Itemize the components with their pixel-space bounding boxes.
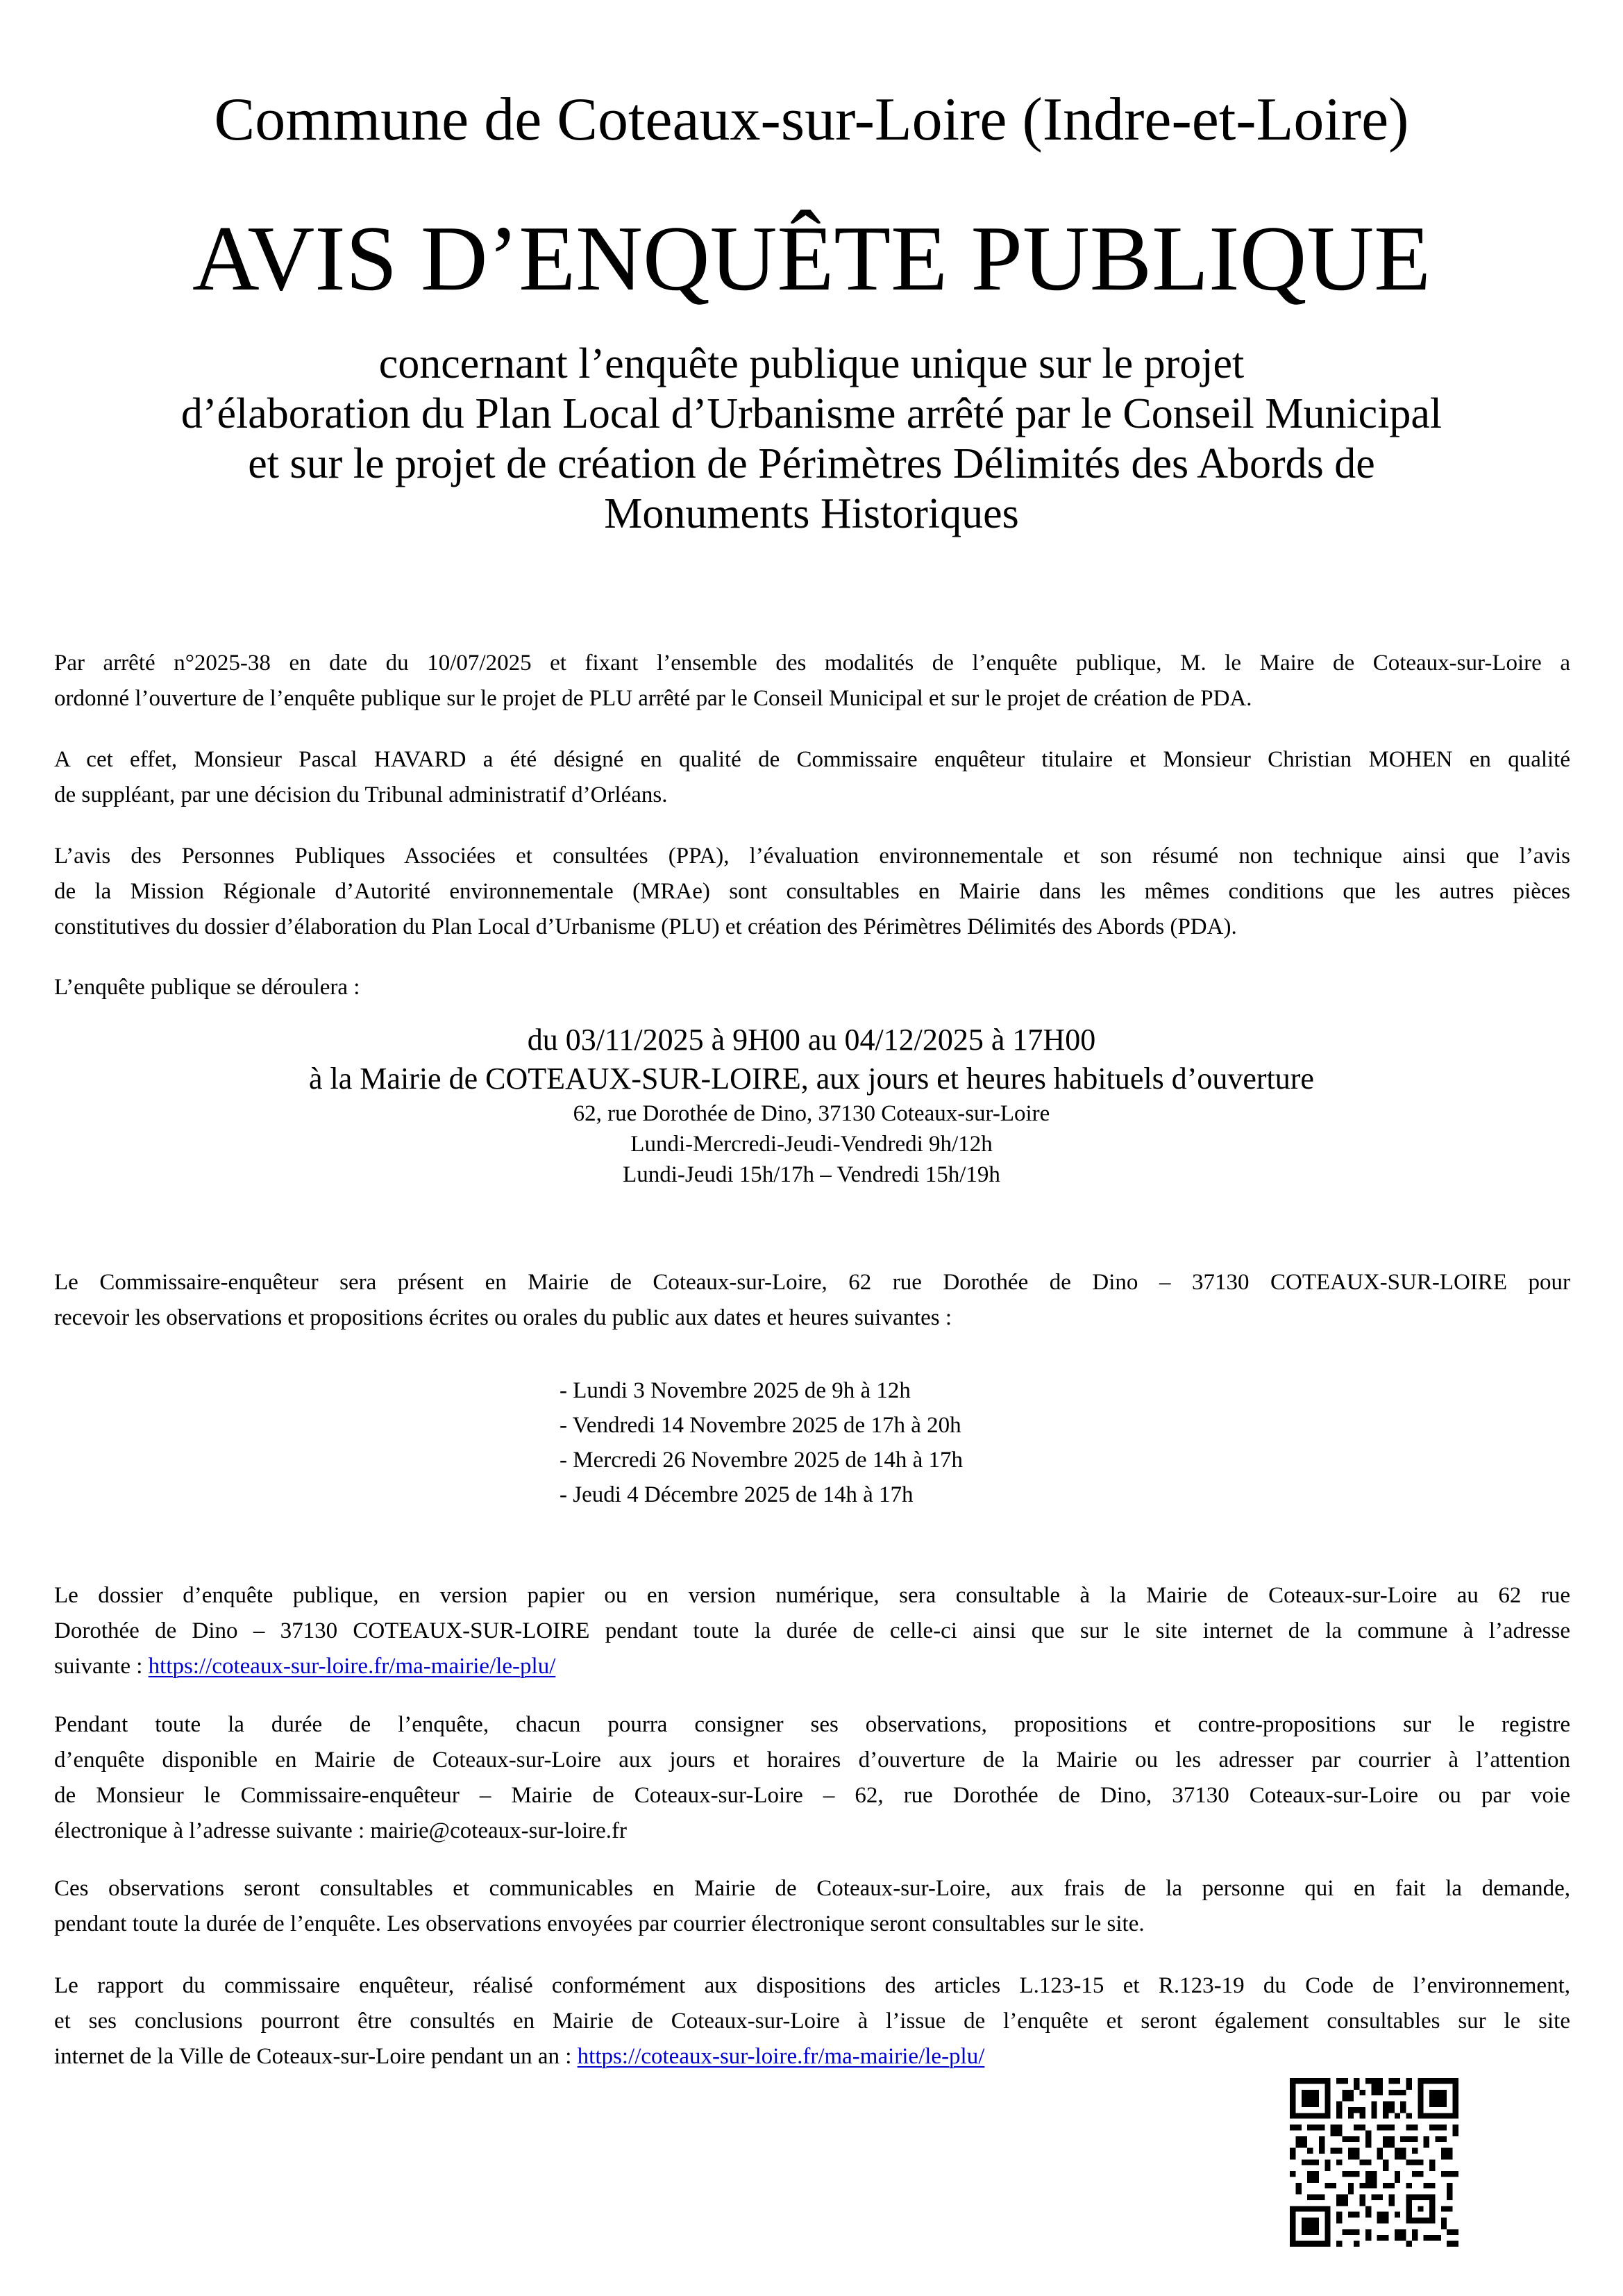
- subtitle-line: d’élaboration du Plan Local d’Urbanisme arrêté par le Conseil Municipal: [180, 390, 1443, 437]
- paragraph-observations-registre: [54, 1707, 1570, 1849]
- paragraph-line: électronique à l’adresse suivante : mairie@coteaux-sur-loire.fr: [54, 1818, 628, 1843]
- paragraph-line: L’enquête publique se déroulera :: [54, 975, 360, 1000]
- paragraph-commissaire: [54, 742, 1570, 813]
- qr-code-icon[interactable]: [1290, 2078, 1458, 2247]
- permanence-item: - Lundi 3 Novembre 2025 de 9h à 12h: [560, 1378, 911, 1403]
- schedule-hours-afternoon: Lundi-Jeudi 15h/17h – Vendredi 15h/19h: [623, 1162, 1000, 1187]
- notice-title: AVIS D’ENQUÊTE PUBLIQUE: [192, 207, 1431, 310]
- paragraph-line: Pendant toute la durée de l’enquête, chacun pourra consigner ses observations, propositions et contre-propositions sur le registre: [54, 1712, 1570, 1737]
- paragraph-line: [54, 1649, 1570, 1684]
- schedule-dates: du 03/11/2025 à 9H00 au 04/12/2025 à 17H00: [527, 1023, 1096, 1057]
- paragraph-line: Par arrêté n°2025-38 en date du 10/07/2025 et fixant l’ensemble des modalités de l’enquête publique, M. le Maire de Coteaux-sur-Loire a: [54, 651, 1570, 676]
- paragraph-line: pendant toute la durée de l’enquête. Les observations envoyées par courrier électronique seront consultables sur le site.: [54, 1911, 1145, 1936]
- schedule-address: 62, rue Dorothée de Dino, 37130 Coteaux-sur-Loire: [573, 1101, 1050, 1126]
- paragraph-deroulement-intro: [54, 970, 1570, 1005]
- schedule-hours-morning: Lundi-Mercredi-Jeudi-Vendredi 9h/12h: [630, 1132, 993, 1157]
- subtitle-line: et sur le projet de création de Périmètres Délimités des Abords de: [248, 440, 1375, 487]
- paragraph-line: de Monsieur le Commissaire-enquêteur – Mairie de Coteaux-sur-Loire – 62, rue Dorothée de Dino, 37130 Coteaux-sur-Loire ou par voie: [54, 1783, 1570, 1808]
- plu-website-link-2[interactable]: https://coteaux-sur-loire.fr/ma-mairie/le-plu/: [577, 2044, 985, 2069]
- subtitle-line: Monuments Historiques: [604, 490, 1019, 537]
- permanences-list: [560, 1373, 963, 1512]
- paragraph-line: ordonné l’ouverture de l’enquête publique sur le projet de PLU arrêté par le Conseil Municipal et sur le projet de création de PDA.: [54, 686, 1252, 711]
- plu-website-link[interactable]: https://coteaux-sur-loire.fr/ma-mairie/le-plu/: [148, 1654, 556, 1679]
- permanence-item: - Mercredi 26 Novembre 2025 de 14h à 17h: [560, 1448, 963, 1473]
- paragraph-consultables: [54, 1871, 1570, 1942]
- paragraph-presence: [54, 1265, 1570, 1336]
- notice-subtitle: [42, 339, 1581, 539]
- schedule-location: à la Mairie de COTEAUX-SUR-LOIRE, aux jours et heures habituels d’ouverture: [309, 1062, 1314, 1096]
- paragraph-avis-ppa: [54, 839, 1570, 945]
- paragraph-line: Le rapport du commissaire enquêteur, réalisé conformément aux dispositions des articles L.123-15 et R.123-19 du Code de l’environnement,: [54, 1973, 1570, 1998]
- paragraph-line: Ces observations seront consultables et communicables en Mairie de Coteaux-sur-Loire, aux frais de la personne qui en fait la demande,: [54, 1876, 1570, 1901]
- paragraph-dossier: [54, 1578, 1570, 1684]
- schedule-block: [0, 1021, 1623, 1190]
- paragraph-line: Le dossier d’enquête publique, en version papier ou en version numérique, sera consultable à la Mairie de Coteaux-sur-Loire au 62 rue: [54, 1583, 1570, 1608]
- paragraph-line: Dorothée de Dino – 37130 COTEAUX-SUR-LOIRE pendant toute la durée de celle-ci ainsi que sur le site internet de la commune à l’adresse: [54, 1618, 1570, 1643]
- paragraph-text: internet de la Ville de Coteaux-sur-Loire pendant un an :: [54, 2044, 578, 2069]
- paragraph-line: constitutives du dossier d’élaboration du Plan Local d’Urbanisme (PLU) et création des Périmètres Délimités des Abords (PDA).: [54, 914, 1237, 939]
- permanence-item: - Vendredi 14 Novembre 2025 de 17h à 20h: [560, 1413, 961, 1438]
- paragraph-line: de suppléant, par une décision du Tribunal administratif d’Orléans.: [54, 782, 668, 807]
- paragraph-line: Le Commissaire-enquêteur sera présent en Mairie de Coteaux-sur-Loire, 62 rue Dorothée de Dino – 37130 COTEAUX-SUR-LOIRE pour: [54, 1270, 1570, 1295]
- paragraph-rapport: [54, 1968, 1570, 2075]
- subtitle-line: concernant l’enquête publique unique sur le projet: [378, 340, 1245, 387]
- paragraph-line: de la Mission Régionale d’Autorité environnementale (MRAe) sont consultables en Mairie dans les mêmes conditions que les autres pièces: [54, 879, 1570, 904]
- paragraph-line: et ses conclusions pourront être consultés en Mairie de Coteaux-sur-Loire à l’issue de l’enquête et seront également consultables sur le site: [54, 2009, 1570, 2034]
- permanence-item: - Jeudi 4 Décembre 2025 de 14h à 17h: [560, 1482, 914, 1507]
- paragraph-line: recevoir les observations et propositions écrites ou orales du public aux dates et heures suivantes :: [54, 1305, 952, 1330]
- paragraph-line: A cet effet, Monsieur Pascal HAVARD a été désigné en qualité de Commissaire enquêteur titulaire et Monsieur Christian MOHEN en qualité: [54, 747, 1570, 772]
- commune-heading: Commune de Coteaux-sur-Loire (Indre-et-Loire): [214, 86, 1409, 153]
- paragraph-line: d’enquête disponible en Mairie de Coteaux-sur-Loire aux jours et horaires d’ouverture de la Mairie ou les adresser par courrier à l’attention: [54, 1748, 1570, 1773]
- paragraph-text: suivante :: [54, 1654, 149, 1679]
- paragraph-line: [54, 2039, 1570, 2075]
- paragraph-line: L’avis des Personnes Publiques Associées et consultées (PPA), l’évaluation environnementale et son résumé non technique ainsi que l’avis: [54, 844, 1570, 869]
- paragraph-arrete: [54, 646, 1570, 717]
